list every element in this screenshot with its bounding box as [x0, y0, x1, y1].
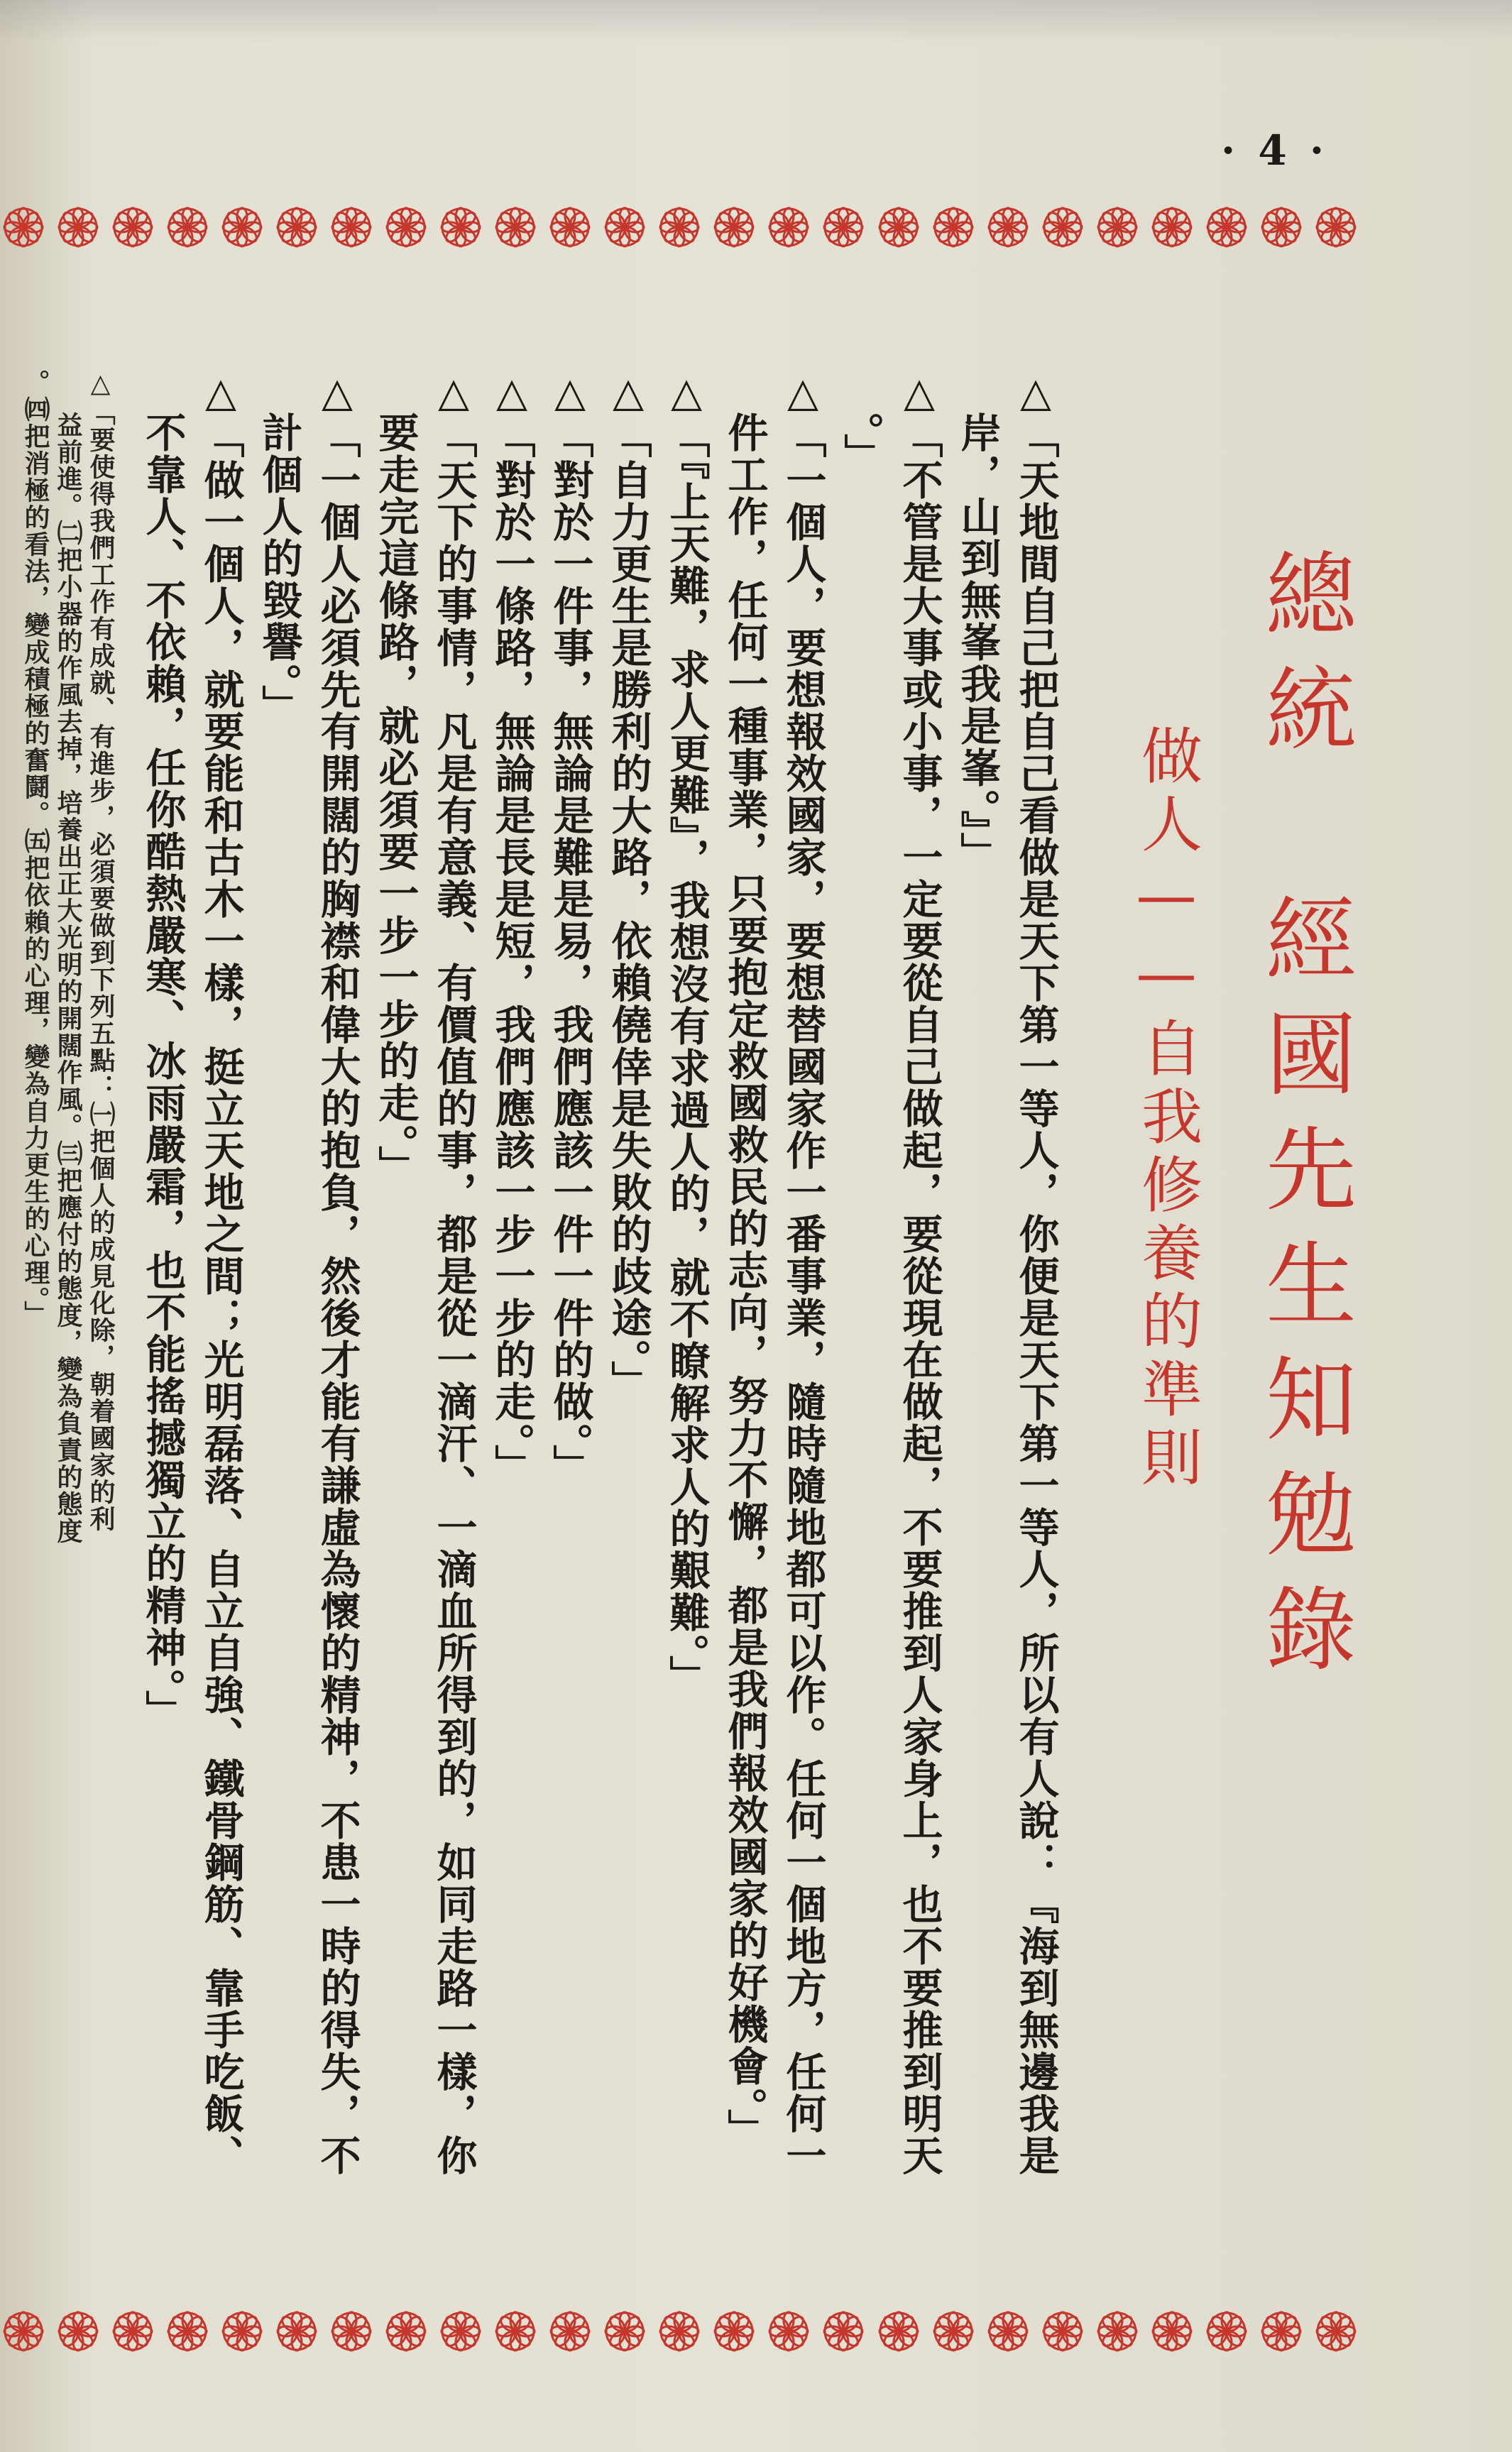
- flower-ornament-icon: [1315, 2311, 1357, 2352]
- flower-ornament-icon: [1206, 207, 1247, 248]
- flower-ornament-icon: [768, 207, 809, 248]
- text-column: △「一個人必須先有開闊的胸襟和偉大的抱負，然後才能有謙虛為懷的精神，不患一時的得失，不: [314, 369, 361, 2177]
- flower-ornament-icon: [495, 207, 536, 248]
- flower-ornament-icon: [933, 2311, 974, 2352]
- flower-ornament-icon: [659, 207, 700, 248]
- ornamental-border-top: [0, 192, 1359, 263]
- page-top-shadow: [0, 0, 1512, 43]
- flower-ornament-icon: [276, 2311, 317, 2352]
- flower-ornament-icon: [1042, 2311, 1083, 2352]
- flower-ornament-icon: [440, 2311, 481, 2352]
- flower-ornament-icon: [112, 207, 153, 248]
- flower-ornament-icon: [1151, 2311, 1193, 2352]
- text-column: △「天地間自己把自己看做是天下第一等人，你便是天下第一等人，所以有人說：『海到無邊我是: [1012, 369, 1059, 2177]
- flower-ornament-icon: [604, 2311, 645, 2352]
- text-column: △「做一個人，就要能和古木一樣，挺立天地之間；光明磊落、自立自強、鐵骨鋼筋、靠手吃飯、: [197, 369, 244, 2177]
- flower-ornament-icon: [823, 2311, 864, 2352]
- flower-ornament-icon: [167, 207, 208, 248]
- text-column: 不靠人、不依賴，任你酷熱嚴寒、冰雨嚴霜，也不能搖撼獨立的精神。」: [139, 412, 186, 1732]
- flower-ornament-icon: [495, 2311, 536, 2352]
- flower-ornament-icon: [1315, 207, 1357, 248]
- flower-ornament-icon: [659, 2311, 700, 2352]
- text-column: △「要使得我們工作有成就、有進步，必須要做到下列五點：㈠把個人的成見化除，朝着國家的利: [86, 369, 115, 1533]
- text-column: △「自力更生是勝利的大路，依賴僥倖是失敗的歧途。」: [605, 369, 652, 1403]
- flower-ornament-icon: [878, 207, 919, 248]
- text-column: 益前進。㈡把小器的作風去掉，培養出正大光明的開闊作風。㈢把應付的態度，變為負責的態度: [53, 412, 82, 1545]
- flower-ornament-icon: [112, 2311, 153, 2352]
- text-column: △「天下的事情，凡是有意義、有價值的事，都是從一滴汗、一滴血所得到的，如同走路一樣，你: [430, 369, 477, 2177]
- text-column: △「『上天難，求人更難』，我想沒有求過人的，就不瞭解求人的艱難。」: [663, 369, 710, 1697]
- flower-ornament-icon: [713, 2311, 755, 2352]
- flower-ornament-icon: [987, 2311, 1029, 2352]
- flower-ornament-icon: [385, 2311, 427, 2352]
- flower-ornament-icon: [933, 207, 974, 248]
- body-text: [21, 369, 1065, 2229]
- flower-ornament-icon: [1042, 207, 1083, 248]
- text-column: △「不管是大事或小事，一定要從自己做起，要從現在做起，不要推到人家身上，也不要推到明天: [896, 369, 943, 2177]
- text-column: 。㈣把消極的看法，變成積極的奮鬪。㈤把依賴的心理，變為自力更生的心理。」: [21, 369, 50, 1328]
- text-column: 計個人的毀譽。」: [256, 412, 302, 727]
- page-title: 總統 經國先生知勉錄: [1250, 547, 1356, 1697]
- flower-ornament-icon: [1261, 207, 1302, 248]
- flower-ornament-icon: [221, 207, 263, 248]
- page-number: · 4 ·: [1221, 126, 1329, 175]
- text-column: 岸，山到無峯我是峯。』」: [954, 412, 1001, 874]
- text-column: 。」: [838, 412, 884, 476]
- flower-ornament-icon: [1206, 2311, 1247, 2352]
- text-column: △「對於一條路，無論是長是短，我們應該一步一步的走。」: [488, 369, 535, 1487]
- ornamental-border-bottom: [0, 2296, 1359, 2367]
- flower-ornament-icon: [549, 207, 591, 248]
- flower-ornament-icon: [987, 207, 1029, 248]
- flower-ornament-icon: [604, 207, 645, 248]
- flower-ornament-icon: [385, 207, 427, 248]
- text-column: 要走完這條路，就必須要一步一步的走。」: [372, 412, 419, 1188]
- flower-ornament-icon: [57, 2311, 99, 2352]
- flower-ornament-icon: [878, 2311, 919, 2352]
- flower-ornament-icon: [823, 207, 864, 248]
- flower-ornament-icon: [1097, 2311, 1138, 2352]
- text-column: △「對於一件事，無論是難是易，我們應該一件一件的做。」: [547, 369, 593, 1487]
- flower-ornament-icon: [221, 2311, 263, 2352]
- text-column: △「一個人，要想報效國家，要想替國家作一番事業，隨時隨地都可以作。任何一個地方，任何一: [779, 369, 826, 2177]
- flower-ornament-icon: [331, 2311, 372, 2352]
- flower-ornament-icon: [1151, 207, 1193, 248]
- flower-ornament-icon: [3, 2311, 44, 2352]
- flower-ornament-icon: [440, 207, 481, 248]
- flower-ornament-icon: [331, 207, 372, 248]
- flower-ornament-icon: [57, 207, 99, 248]
- flower-ornament-icon: [167, 2311, 208, 2352]
- flower-ornament-icon: [768, 2311, 809, 2352]
- flower-ornament-icon: [3, 207, 44, 248]
- flower-ornament-icon: [1261, 2311, 1302, 2352]
- text-column: 件工作，任何一種事業，只要抱定救國救民的志向，努力不懈，都是我們報效國家的好機會。」: [721, 412, 768, 2151]
- page-subtitle: 做人——自我修養的準則: [1131, 724, 1202, 1494]
- flower-ornament-icon: [549, 2311, 591, 2352]
- flower-ornament-icon: [1097, 207, 1138, 248]
- flower-ornament-icon: [713, 207, 755, 248]
- flower-ornament-icon: [276, 207, 317, 248]
